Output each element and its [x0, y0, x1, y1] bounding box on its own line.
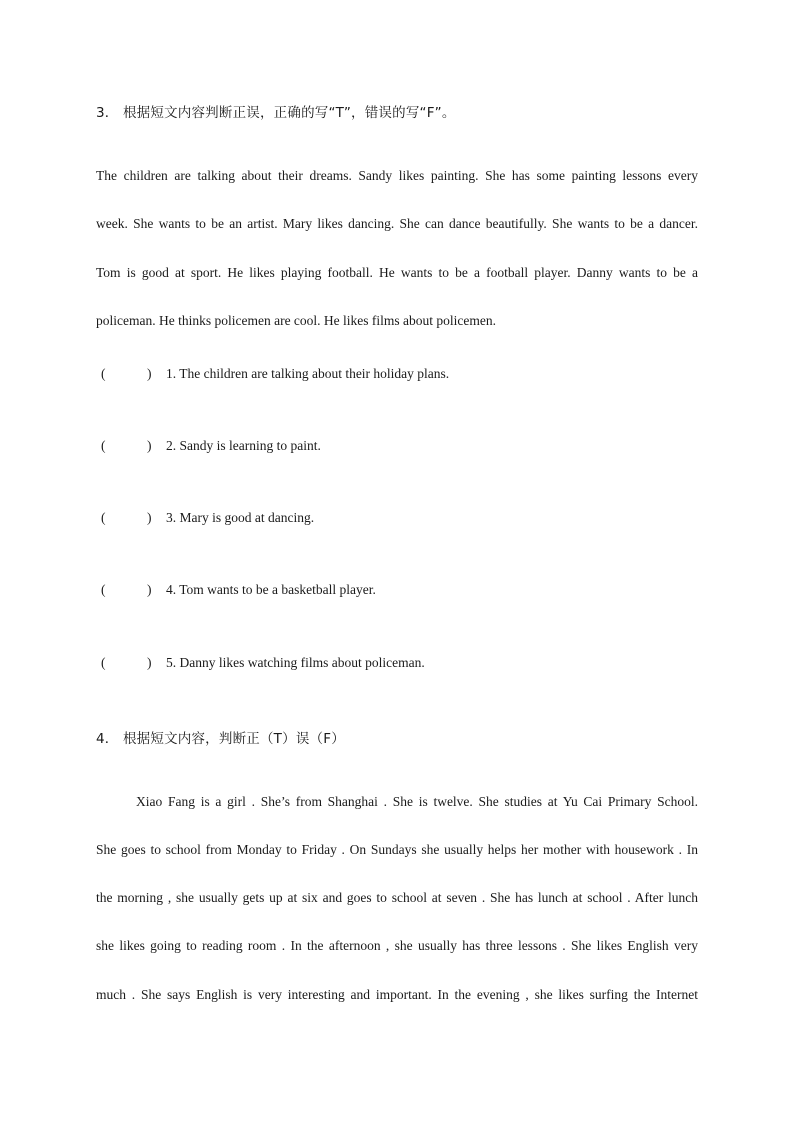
- answer-blank[interactable]: ( ): [101, 582, 152, 597]
- answer-blank[interactable]: ( ): [101, 510, 152, 525]
- question-row-5: [96, 655, 425, 671]
- passage-4-line-4: she likes going to reading room . In the afternoon , she usually has three lessons . She likes English very: [96, 938, 698, 953]
- section-4-heading: 4． 根据短文内容，判断正（T）误（F）: [96, 731, 345, 747]
- question-text: 1. The children are talking about their holiday plans.: [166, 366, 450, 381]
- question-text: 5. Danny likes watching films about policeman.: [166, 655, 425, 670]
- answer-blank[interactable]: ( ): [101, 438, 152, 453]
- question-row-1: [96, 366, 449, 382]
- question-row-2: [96, 438, 321, 454]
- question-text: 3. Mary is good at dancing.: [166, 510, 315, 525]
- passage-3-line-2: week. She wants to be an artist. Mary likes dancing. She can dance beautifully. She wants to be a dancer.: [96, 216, 698, 231]
- passage-3-line-3: Tom is good at sport. He likes playing football. He wants to be a football player. Danny wants to be a: [96, 265, 698, 280]
- passage-4-line-3: the morning , she usually gets up at six and goes to school at seven . She has lunch at school . After lunch: [96, 890, 698, 905]
- question-text: 4. Tom wants to be a basketball player.: [166, 582, 376, 597]
- passage-3-line-1: The children are talking about their dreams. Sandy likes painting. She has some painting lessons every: [96, 168, 698, 183]
- passage-4-line-1: Xiao Fang is a girl . She’s from Shanghai . She is twelve. She studies at Yu Cai Primary School.: [136, 794, 698, 809]
- question-row-3: [96, 510, 314, 526]
- passage-3-line-4: policeman. He thinks policemen are cool. He likes films about policemen.: [96, 313, 497, 328]
- question-row-4: [96, 582, 376, 598]
- question-text: 2. Sandy is learning to paint.: [166, 438, 321, 453]
- passage-4-line-5: much . She says English is very interesting and important. In the evening , she likes surfing the Internet: [96, 987, 698, 1002]
- answer-blank[interactable]: ( ): [101, 366, 152, 381]
- section-3-heading: 3． 根据短文内容判断正误，正确的写“T”，错误的写“F”。: [96, 105, 456, 121]
- answer-blank[interactable]: ( ): [101, 655, 152, 670]
- passage-4-line-2: She goes to school from Monday to Friday . On Sundays she usually helps her mother with housework . In: [96, 842, 698, 857]
